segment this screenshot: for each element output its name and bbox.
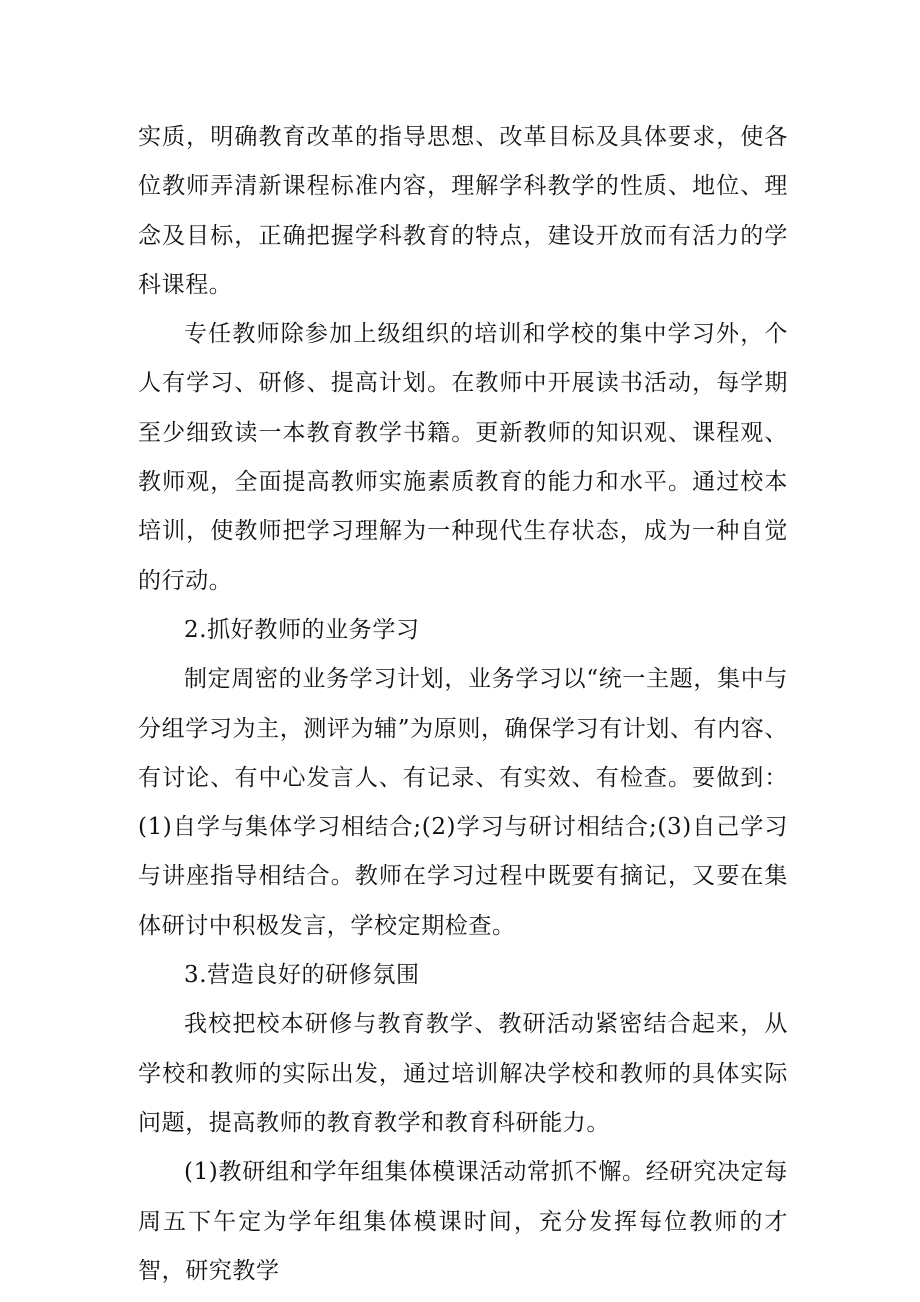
section-heading-business-study: 2.抓好教师的业务学习 [184,616,420,643]
paragraph-business-study-plan: 制定周密的业务学习计划，业务学习以“统一主题，集中与分组学习为主，测评为辅”为原则，确保学习有计划、有内容、有讨论、有中心发言人、有记录、有实效、有检查。要做到：(1)自学与集体学习相结合;(2)学习与研讨相结合;(3)自己学习与讲座指导相结合。教师在学习过程中既要有摘记，又要在集体研讨中积极发言，学校定期检查。 [138,666,788,939]
paragraph-group-lesson-simulation: (1)教研组和学年组集体模课活动常抓不懈。经研究决定每周五下午定为学年组集体模课时间，充分发挥每位教师的才智，研究教学 [138,1159,788,1284]
section-heading-research-atmosphere: 3.营造良好的研修氛围 [184,962,420,989]
paragraph-teacher-study-plan: 专任教师除参加上级组织的培训和学校的集中学习外，个人有学习、研修、提高计划。在教师中开展读书活动，每学期至少细致读一本教育教学书籍。更新教师的知识观、课程观、教师观，全面提高教师实施素质教育的能力和水平。通过校本培训，使教师把学习理解为一种现代生存状态，成为一种自觉的行动。 [138,321,788,594]
paragraph-school-research: 我校把校本研修与教育教学、教研活动紧密结合起来，从学校和教师的实际出发，通过培训解决学校和教师的具体实际问题，提高教师的教育教学和教育科研能力。 [138,1011,788,1136]
paragraph-continuation: 实质，明确教育改革的指导思想、改革目标及具体要求，使各位教师弄清新课程标准内容，理解学科教学的性质、地位、理念及目标，正确把握学科教育的特点，建设开放而有活力的学科课程。 [138,124,788,298]
document-body [138,113,788,1296]
